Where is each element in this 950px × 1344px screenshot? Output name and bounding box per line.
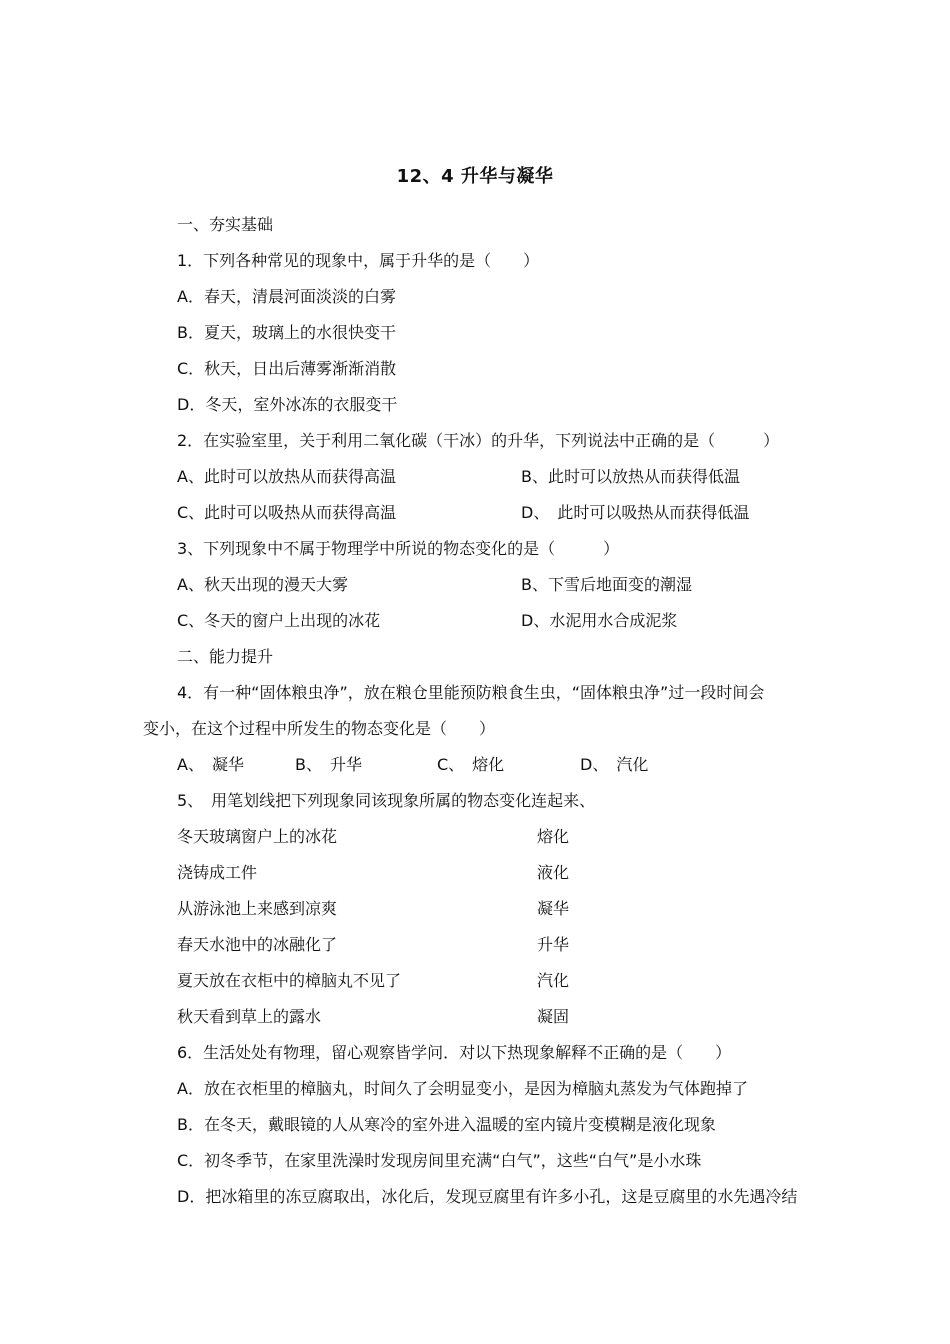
page-title: 12、4 升华与凝华 — [396, 166, 554, 187]
question-6-option-c: C．初冬季节，在家里洗澡时发现房间里充满“白气”，这些“白气”是小水珠 — [177, 1151, 702, 1170]
question-6-option-a: A．放在衣柜里的樟脑丸，时间久了会明显变小，是因为樟脑丸蒸发为气体跑掉了 — [177, 1079, 748, 1098]
question-5-stem: 5、 用笔划线把下列现象同该现象所属的物态变化连起来、 — [177, 791, 596, 810]
question-4-option-b: B、 升华 — [295, 755, 362, 774]
section-heading-basics: 一、夯实基础 — [177, 215, 274, 234]
question-1-option-b: B．夏天，玻璃上的水很快变干 — [177, 323, 396, 342]
state-change-item: 凝华 — [537, 899, 570, 918]
question-3-option-b: B、下雪后地面变的潮湿 — [521, 575, 692, 594]
question-2-option-b: B、此时可以放热从而获得低温 — [521, 467, 740, 486]
phenomenon-item: 从游泳池上来感到凉爽 — [177, 899, 338, 918]
question-6-option-b: B．在冬天，戴眼镜的人从寒冷的室外进入温暖的室内镜片变模糊是液化现象 — [177, 1115, 716, 1134]
question-4-stem-line-2: 变小，在这个过程中所发生的物态变化是（ ） — [143, 719, 496, 738]
question-6-stem: 6．生活处处有物理，留心观察皆学问．对以下热现象解释不正确的是（ ） — [177, 1043, 732, 1062]
question-3-option-d: D、水泥用水合成泥浆 — [521, 611, 678, 630]
question-4-option-c: C、 熔化 — [437, 755, 505, 774]
question-4-option-a: A、 凝华 — [177, 755, 244, 774]
state-change-item: 熔化 — [537, 827, 570, 846]
state-change-item: 升华 — [537, 935, 570, 954]
question-1-option-c: C．秋天，日出后薄雾渐渐消散 — [177, 359, 397, 378]
question-4-option-d: D、 汽化 — [580, 755, 649, 774]
question-1-stem: 1．下列各种常见的现象中，属于升华的是（ ） — [177, 251, 540, 270]
phenomenon-item: 春天水池中的冰融化了 — [177, 935, 338, 954]
section-heading-ability: 二、能力提升 — [177, 647, 274, 666]
question-2-stem: 2．在实验室里，关于利用二氧化碳（干冰）的升华，下列说法中正确的是（ ） — [177, 431, 780, 450]
question-2-option-c: C、此时可以吸热从而获得高温 — [177, 503, 397, 522]
question-3-stem: 3、下列现象中不属于物理学中所说的物态变化的是（ ） — [177, 539, 620, 558]
phenomenon-item: 浇铸成工件 — [177, 863, 258, 882]
question-4-stem-line-1: 4．有一种“固体粮虫净”，放在粮仓里能预防粮食生虫，“固体粮虫净”过一段时间会 — [177, 683, 765, 702]
state-change-item: 汽化 — [537, 971, 570, 990]
question-3-option-c: C、冬天的窗户上出现的冰花 — [177, 611, 381, 630]
phenomenon-item: 秋天看到草上的露水 — [177, 1007, 322, 1026]
question-3-option-a: A、秋天出现的漫天大雾 — [177, 575, 348, 594]
question-2-option-d: D、 此时可以吸热从而获得低温 — [521, 503, 750, 522]
question-1-option-a: A．春天，清晨河面淡淡的白雾 — [177, 287, 396, 306]
state-change-item: 液化 — [537, 863, 570, 882]
question-6-option-d: D．把冰箱里的冻豆腐取出，冰化后，发现豆腐里有许多小孔，这是豆腐里的水先遇冷结 — [177, 1187, 798, 1206]
question-1-option-d: D．冬天，室外冰冻的衣服变干 — [177, 395, 398, 414]
phenomenon-item: 夏天放在衣柜中的樟脑丸不见了 — [177, 971, 402, 990]
phenomenon-item: 冬天玻璃窗户上的冰花 — [177, 827, 338, 846]
question-2-option-a: A、此时可以放热从而获得高温 — [177, 467, 396, 486]
state-change-item: 凝固 — [537, 1007, 570, 1026]
